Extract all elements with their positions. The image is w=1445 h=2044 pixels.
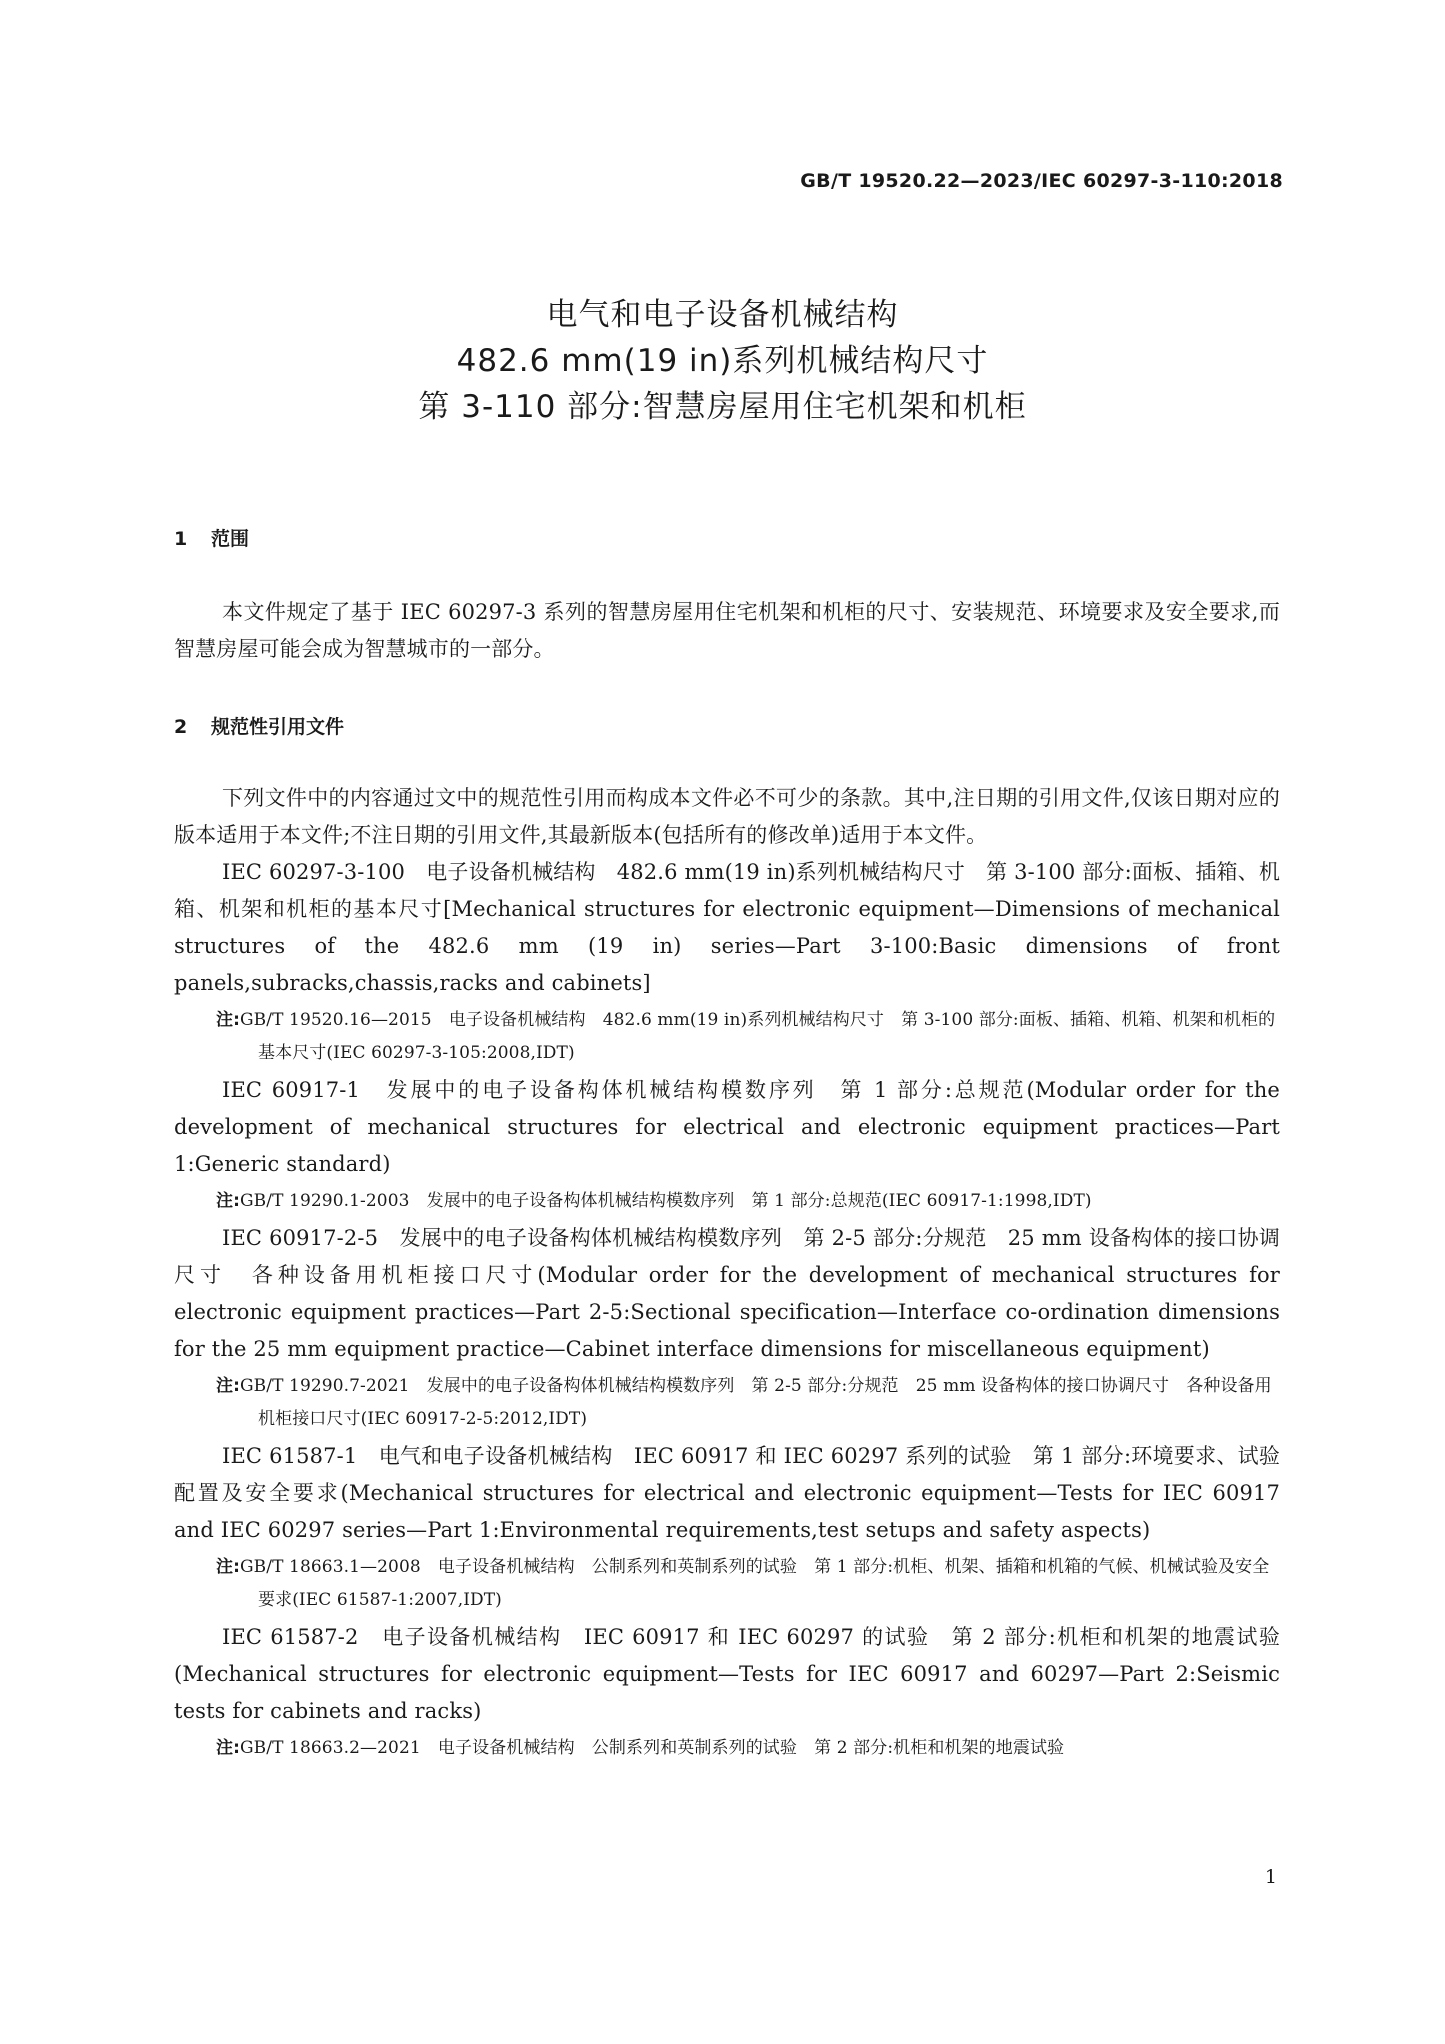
note-text: GB/T 18663.1—2008 电子设备机械结构 公制系列和英制系列的试验 第 1 部分:机柜、机架、插箱和机箱的气候、机械试验及安全要求(IEC 61587-1:2007,IDT) <box>240 1557 1270 1610</box>
note-text: GB/T 19290.7-2021 发展中的电子设备构体机械结构模数序列 第 2-5 部分:分规范 25 mm 设备构体的接口协调尺寸 各种设备用机柜接口尺寸(IEC 60917-2-5:2012,IDT) <box>240 1376 1272 1429</box>
reference-item <box>174 1220 1280 1436</box>
note-label: 注: <box>216 1010 240 1030</box>
reference-entry: IEC 60297-3-100 电子设备机械结构 482.6 mm(19 in)系列机械结构尺寸 第 3-100 部分:面板、插箱、机箱、机架和机柜的基本尺寸[Mechanical structures for electronic equipment—Dimensions of mechanical structures of the 482.6 mm (19 in) series—Part 3-100:Basic dimensions of front panels,subracks,chassis,racks and cabinets] <box>174 860 1280 995</box>
references-intro-paragraph: 下列文件中的内容通过文中的规范性引用而构成本文件必不可少的条款。其中,注日期的引用文件,仅该日期对应的版本适用于本文件;不注日期的引用文件,其最新版本(包括所有的修改单)适用于本文件。 <box>174 786 1280 847</box>
page-number: 1 <box>1264 1866 1277 1888</box>
note-text: GB/T 19290.1-2003 发展中的电子设备构体机械结构模数序列 第 1 部分:总规范(IEC 60917-1:1998,IDT) <box>240 1191 1092 1211</box>
section-number: 2 <box>174 716 188 738</box>
section-heading-normative-references <box>174 712 344 739</box>
note-text: GB/T 19520.16—2015 电子设备机械结构 482.6 mm(19 in)系列机械结构尺寸 第 3-100 部分:面板、插箱、机箱、机架和机柜的基本尺寸(IEC 60297-3-105:2008,IDT) <box>240 1010 1276 1063</box>
note-text: GB/T 18663.2—2021 电子设备机械结构 公制系列和英制系列的试验 第 2 部分:机柜和机架的地震试验 <box>240 1738 1065 1758</box>
standard-number-header: GB/T 19520.22—2023/IEC 60297-3-110:2018 <box>800 170 1283 192</box>
note-label: 注: <box>216 1376 240 1396</box>
reference-item <box>174 1438 1280 1617</box>
reference-note <box>174 1732 1280 1765</box>
title-line-1: 电气和电子设备机械结构 <box>546 297 899 333</box>
scope-body <box>174 594 1280 668</box>
note-label: 注: <box>216 1191 240 1211</box>
title-line-3: 第 3-110 部分:智慧房屋用住宅机架和机柜 <box>418 389 1027 425</box>
reference-note <box>174 1551 1280 1617</box>
reference-entry: IEC 60917-2-5 发展中的电子设备构体机械结构模数序列 第 2-5 部分:分规范 25 mm 设备构体的接口协调尺寸 各种设备用机柜接口尺寸(Modular order for the development of mechanical structures for electronic equipment practices—Part 2-5:Sectional specification—Interface co-ordination dimensions for the 25 mm equipment practice—Cabinet interface dimensions for miscellaneous equipment) <box>174 1226 1280 1361</box>
reference-note <box>174 1370 1280 1436</box>
reference-note <box>174 1185 1280 1218</box>
section-title: 范围 <box>211 528 250 550</box>
normative-references-body <box>174 780 1280 1767</box>
reference-item <box>174 1619 1280 1765</box>
note-label: 注: <box>216 1557 240 1577</box>
section-number: 1 <box>174 528 188 550</box>
document-title <box>0 292 1445 430</box>
reference-entry: IEC 60917-1 发展中的电子设备构体机械结构模数序列 第 1 部分:总规范(Modular order for the development of mechanical structures for electrical and electronic equipment practices—Part 1:Generic standard) <box>174 1078 1280 1176</box>
reference-entry: IEC 61587-2 电子设备机械结构 IEC 60917 和 IEC 60297 的试验 第 2 部分:机柜和机架的地震试验(Mechanical structures for electronic equipment—Tests for IEC 60917 and 60297—Part 2:Seismic tests for cabinets and racks) <box>174 1625 1280 1723</box>
note-label: 注: <box>216 1738 240 1758</box>
section-heading-scope <box>174 524 249 551</box>
reference-entry: IEC 61587-1 电气和电子设备机械结构 IEC 60917 和 IEC 60297 系列的试验 第 1 部分:环境要求、试验配置及安全要求(Mechanical structures for electrical and electronic equipment—Tests for IEC 60917 and IEC 60297 series—Part 1:Environmental requirements,test setups and safety aspects) <box>174 1444 1280 1542</box>
reference-item <box>174 1072 1280 1218</box>
title-line-2: 482.6 mm(19 in)系列机械结构尺寸 <box>456 343 989 379</box>
scope-paragraph: 本文件规定了基于 IEC 60297-3 系列的智慧房屋用住宅机架和机柜的尺寸、安装规范、环境要求及安全要求,而智慧房屋可能会成为智慧城市的一部分。 <box>174 600 1280 661</box>
section-title: 规范性引用文件 <box>211 716 345 738</box>
reference-note <box>174 1004 1280 1070</box>
reference-item <box>174 854 1280 1070</box>
